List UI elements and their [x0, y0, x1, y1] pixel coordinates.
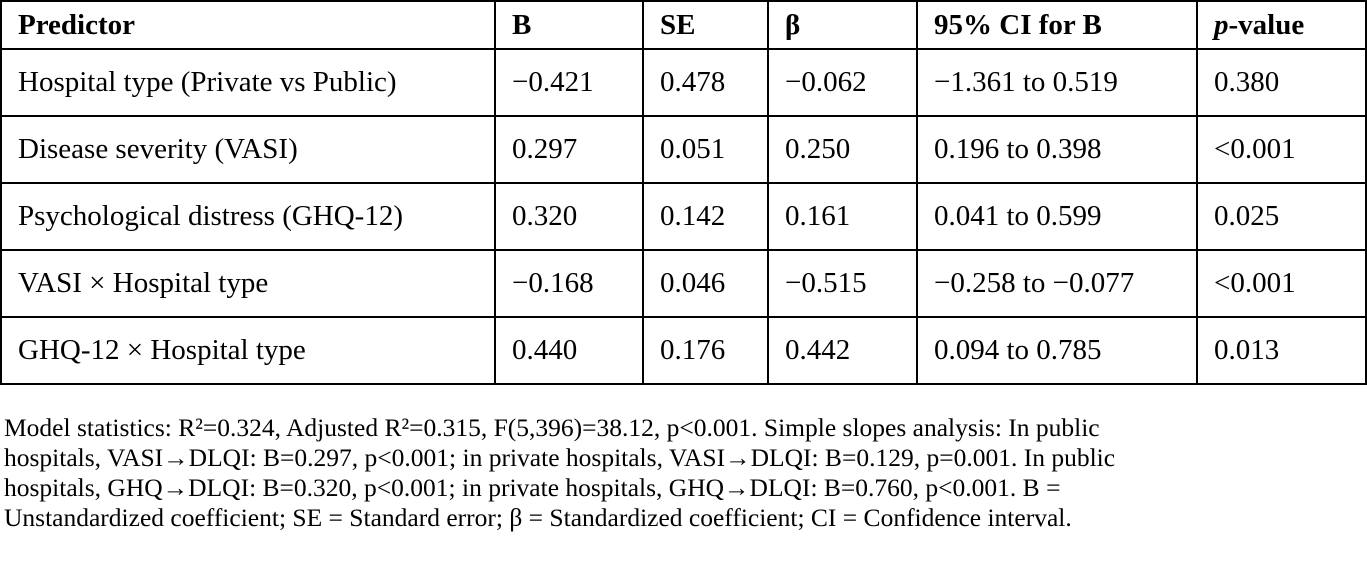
cell-predictor: Disease severity (VASI) — [1, 116, 495, 183]
table-row — [1, 116, 1366, 183]
table-row — [1, 49, 1366, 116]
cell-se: 0.478 — [643, 49, 768, 116]
cell-b: −0.168 — [495, 250, 643, 317]
header-beta: β — [768, 1, 917, 49]
footnote-line: hospitals, VASI→DLQI: B=0.297, p<0.001; in private hospitals, VASI→DLQI: B=0.129, p=0.001. In public — [4, 443, 1116, 472]
header-b: B — [495, 1, 643, 49]
cell-predictor: VASI × Hospital type — [1, 250, 495, 317]
cell-beta: 0.442 — [768, 317, 917, 384]
cell-se: 0.142 — [643, 183, 768, 250]
header-row — [1, 1, 1366, 49]
header-ci: 95% CI for B — [917, 1, 1197, 49]
header-p-rest: -value — [1228, 8, 1305, 41]
cell-b: 0.297 — [495, 116, 643, 183]
footnote-line: hospitals, GHQ→DLQI: B=0.320, p<0.001; in private hospitals, GHQ→DLQI: B=0.760, p<0.001. B = — [4, 473, 1061, 502]
cell-ci: 0.094 to 0.785 — [917, 317, 1197, 384]
header-p-italic: p — [1214, 8, 1229, 41]
header-predictor: Predictor — [1, 1, 495, 49]
cell-predictor: Psychological distress (GHQ-12) — [1, 183, 495, 250]
cell-p-value: 0.025 — [1197, 183, 1366, 250]
cell-ci: −0.258 to −0.077 — [917, 250, 1197, 317]
cell-b: −0.421 — [495, 49, 643, 116]
header-p-value — [1197, 1, 1366, 49]
table-row — [1, 250, 1366, 317]
cell-se: 0.046 — [643, 250, 768, 317]
cell-ci: 0.041 to 0.599 — [917, 183, 1197, 250]
cell-b: 0.320 — [495, 183, 643, 250]
cell-beta: −0.062 — [768, 49, 917, 116]
cell-beta: 0.161 — [768, 183, 917, 250]
cell-ci: −1.361 to 0.519 — [917, 49, 1197, 116]
table-footnote — [4, 413, 1278, 533]
cell-beta: −0.515 — [768, 250, 917, 317]
cell-p-value: 0.013 — [1197, 317, 1366, 384]
cell-se: 0.051 — [643, 116, 768, 183]
footnote-line: Unstandardized coefficient; SE = Standard error; β = Standardized coefficient; CI = Confidence interval. — [4, 503, 1072, 532]
header-se: SE — [643, 1, 768, 49]
cell-p-value: <0.001 — [1197, 116, 1366, 183]
cell-predictor: GHQ-12 × Hospital type — [1, 317, 495, 384]
cell-p-value: 0.380 — [1197, 49, 1366, 116]
table-row — [1, 317, 1366, 384]
cell-se: 0.176 — [643, 317, 768, 384]
cell-ci: 0.196 to 0.398 — [917, 116, 1197, 183]
cell-predictor: Hospital type (Private vs Public) — [1, 49, 495, 116]
cell-b: 0.440 — [495, 317, 643, 384]
table-row — [1, 183, 1366, 250]
footnote-line: Model statistics: R²=0.324, Adjusted R²=0.315, F(5,396)=38.12, p<0.001. Simple slopes analysis: In public — [4, 413, 1100, 442]
cell-beta: 0.250 — [768, 116, 917, 183]
cell-p-value: <0.001 — [1197, 250, 1366, 317]
